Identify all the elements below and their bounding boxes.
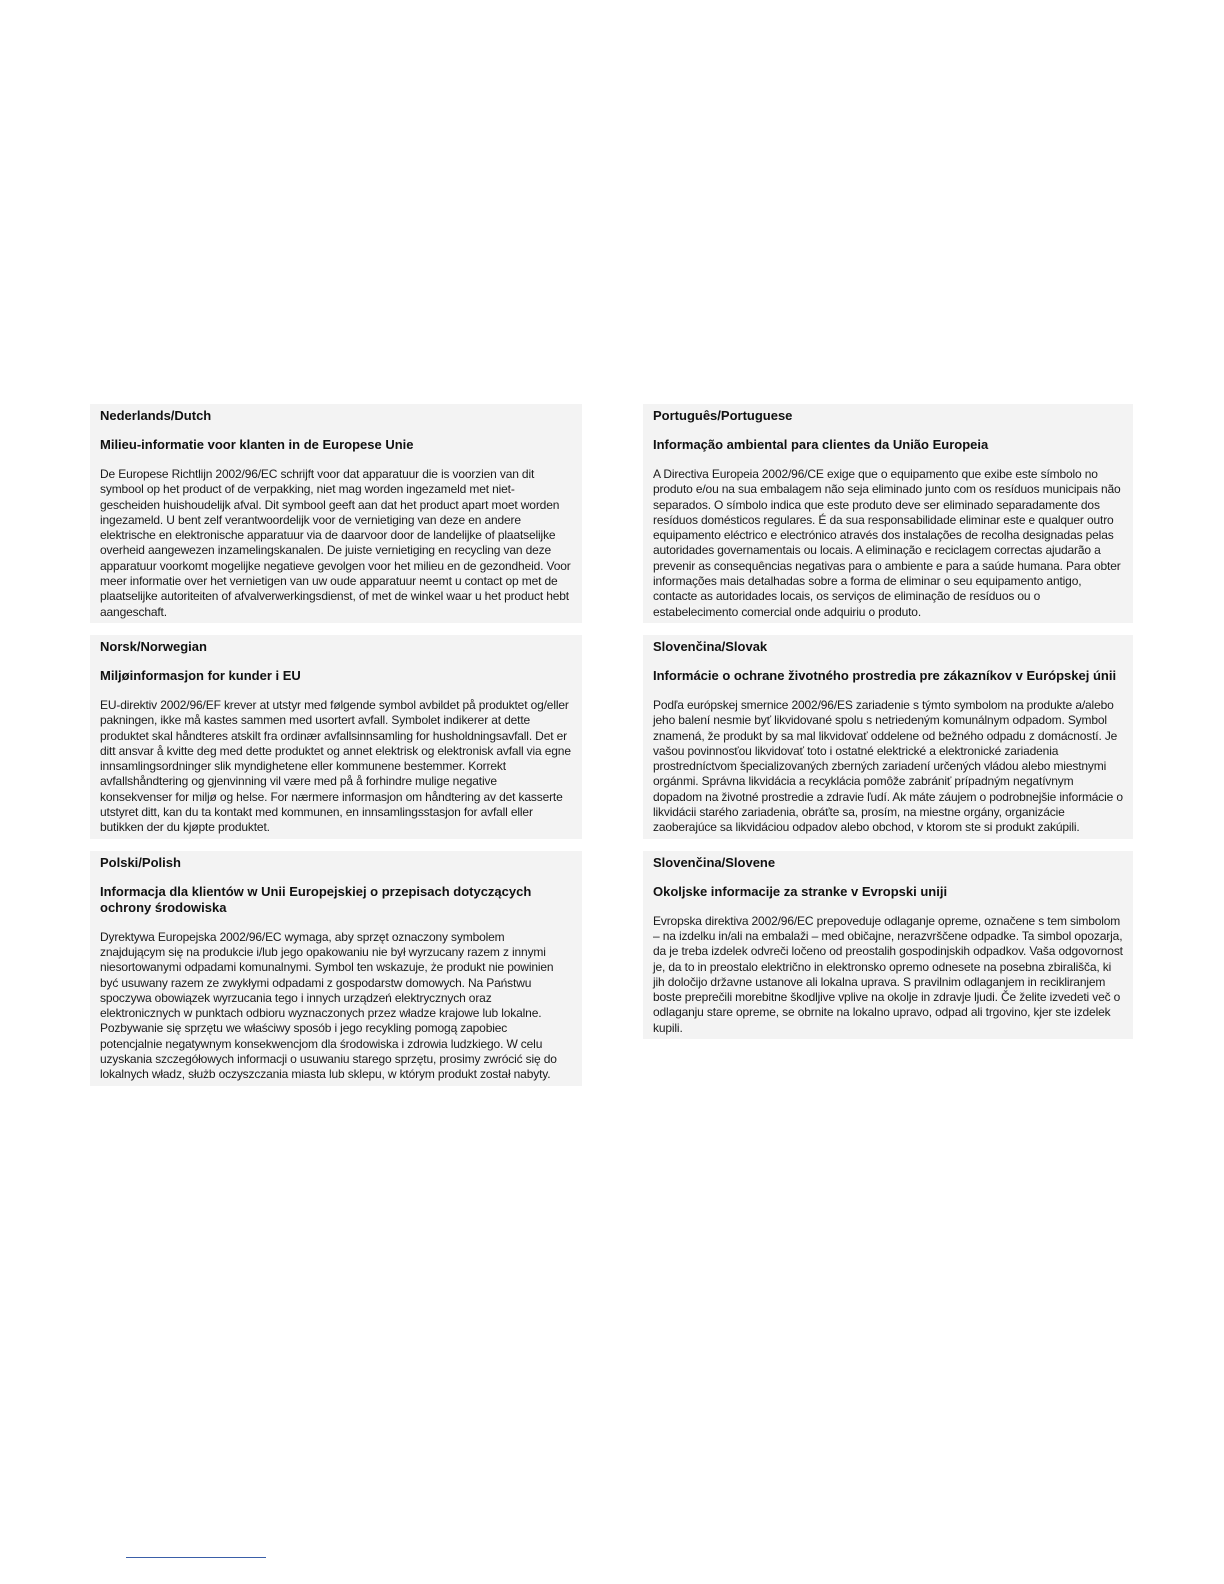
section-norwegian <box>90 635 582 839</box>
section-body: De Europese Richtlijn 2002/96/EC schrijft voor dat apparatuur die is voorzien van dit symbool op het product of de verpakking, niet mag worden ingezameld met niet-gescheiden huishoudelijk afval. Dit symbool geeft aan dat het product apart moet worden ingezameld. U bent zelf verantwoordelijk voor de vernietiging van deze en andere elektrische en elektronische apparatuur via de daarvoor door de landelijke of plaatselijke overheid aangewezen inzamelingskanalen. De juiste vernietiging en recycling van deze apparatuur voorkomt mogelijke negatieve gevolgen voor het milieu en de gezondheid. Voor meer informatie over het vernietigen van uw oude apparatuur neemt u contact op met de plaatselijke autoriteiten of afvalverwerkingsdienst, of met de winkel waar u het product hebt aangeschaft. <box>100 467 571 619</box>
language-title: Slovenčina/Slovene <box>653 854 776 870</box>
section-dutch <box>90 404 582 623</box>
section-body: Dyrektywa Europejska 2002/96/EC wymaga, aby sprzęt oznaczony symbolem znajdującym się na produkcie i/lub jego opakowaniu nie był wyrzucany razem z innymi niesortowanymi odpadami komunalnymi. Symbol ten wskazuje, że produkt nie powinien być usuwany razem ze zwykłymi odpadami z gospodarstw domowych. Na Państwu spoczywa obowiązek wyrzucania tego i innych urządzeń elektrycznych oraz elektronicznych w punktach odbioru wyznaczonych przez władze krajowe lub lokalne. Pozbywanie się sprzętu we właściwy sposób i jego recykling pomogą zapobiec potencjalnie negatywnym konsekwencjom dla środowiska i zdrowia ludzkiego. W celu uzyskania szczegółowych informacji o usuwaniu starego sprzętu, prosimy zwrócić się do lokalnych władz, służb oczyszczania miasta lub sklepu, w którym produkt został nabyty. <box>100 929 557 1082</box>
language-title: Português/Portuguese <box>653 408 793 423</box>
section-body: Evropska direktiva 2002/96/EC prepoveduje odlaganje opreme, označene s tem simbolom – na izdelku in/ali na embalaži – med običajne, nerazvrščene odpadke. Ta simbol opozarja, da je treba izdelek odvreči ločeno od preostalih gospodinjskih odpadkov. Vaša odgovornost je, da to in preostalo električno in elektronsko opremo odnesete na posebna zbirališča, ki jih določijo državne ustanove ali lokalna uprava. S pravilnim odlaganjem in recikliranjem boste preprečili morebitne škodljive vplive na okolje in zdravje ljudi. Če želite izvedeti več o odlaganju stare opreme, se obrnite na lokalno upravo, odpad ali trgovino, kjer ste izdelek kupili. <box>653 913 1123 1035</box>
section-body: Podľa európskej smernice 2002/96/ES zariadenie s týmto symbolom na produkte a/alebo jeho balení nesmie byť likvidované spolu s netriedeným komunálnym odpadom. Symbol znamená, že produkt by sa mal likvidovať oddelene od bežného odpadu z domácností. Je vašou povinnosťou likvidovať toto i ostatné elektrické a elektronické zariadenia prostredníctvom špecializovaných zberných zariadení určených vládou alebo miestnymi orgánmi. Správna likvidácia a recyklácia pomôže zabrániť prípadným negatívnym dopadom na životné prostredie a zdravie ľudí. Ak máte záujem o podrobnejšie informácie o likvidácii starého zariadenia, obráťte sa, prosím, na miestne orgány, organizácie zaoberajúce sa likvidáciou odpadov alebo obchod, v ktorom ste si produkt zakúpili. <box>653 697 1123 835</box>
section-heading: Miljøinformasjon for kunder i EU <box>100 667 301 683</box>
language-title: Polski/Polish <box>100 854 181 870</box>
left-column <box>90 404 582 1086</box>
section-polish <box>90 851 582 1086</box>
section-heading: Informácie o ochrane životného prostredia pre zákazníkov v Európskej únii <box>653 667 1117 683</box>
section-heading: Informacja dla klientów w Unii Europejskiej o przepisach dotyczących ochrony środowiska <box>100 883 532 915</box>
section-heading: Okoljske informacije za stranke v Evropski uniji <box>653 883 948 899</box>
section-body: EU-direktiv 2002/96/EF krever at utstyr med følgende symbol avbildet på produktet og/eller pakningen, ikke må kastes sammen med usortert avfall. Symbolet indikerer at dette produktet skal håndteres atskilt fra ordinær avfallsinnsamling for husholdningsavfall. Det er ditt ansvar å kvitte deg med dette produktet og annet elektrisk og elektronisk avfall via egne innsamlingsordninger slik myndighetene eller kommunene bestemmer. Korrekt avfallshåndtering og gjenvinning vil være med på å forhindre mulige negative konsekvenser for miljø og helse. For nærmere informasjon om håndtering av det kasserte utstyret ditt, kan du ta kontakt med kommunen, en innsamlingsstasjon for avfall eller butikken der du kjøpte produktet. <box>100 697 571 835</box>
section-portuguese <box>643 404 1133 623</box>
language-title: Nederlands/Dutch <box>100 408 212 423</box>
section-heading: Milieu-informatie voor klanten in de Europese Unie <box>100 437 414 452</box>
section-heading: Informação ambiental para clientes da União Europeia <box>653 437 989 452</box>
footnote-divider <box>126 1557 266 1558</box>
section-slovene <box>643 851 1133 1039</box>
section-body: A Directiva Europeia 2002/96/CE exige que o equipamento que exibe este símbolo no produto e/ou na sua embalagem não seja eliminado junto com os resíduos municipais não separados. O símbolo indica que este produto deve ser eliminado separadamente dos resíduos domésticos regulares. É da sua responsabilidade eliminar este e qualquer outro equipamento eléctrico e electrónico através dos instalações de recolha designadas pelas autoridades governamentais ou locais. A eliminação e reciclagem correctas ajudarão a prevenir as consequências negativas para o ambiente e para a saúde humana. Para obter informações mais detalhadas sobre a forma de eliminar o seu equipamento antigo, contacte as autoridades locais, os serviços de eliminação de resíduos ou o estabelecimento comercial onde adquiriu o produto. <box>653 467 1121 619</box>
language-title: Slovenčina/Slovak <box>653 638 768 654</box>
section-slovak <box>643 635 1133 839</box>
language-title: Norsk/Norwegian <box>100 638 207 654</box>
right-column <box>643 404 1133 1039</box>
